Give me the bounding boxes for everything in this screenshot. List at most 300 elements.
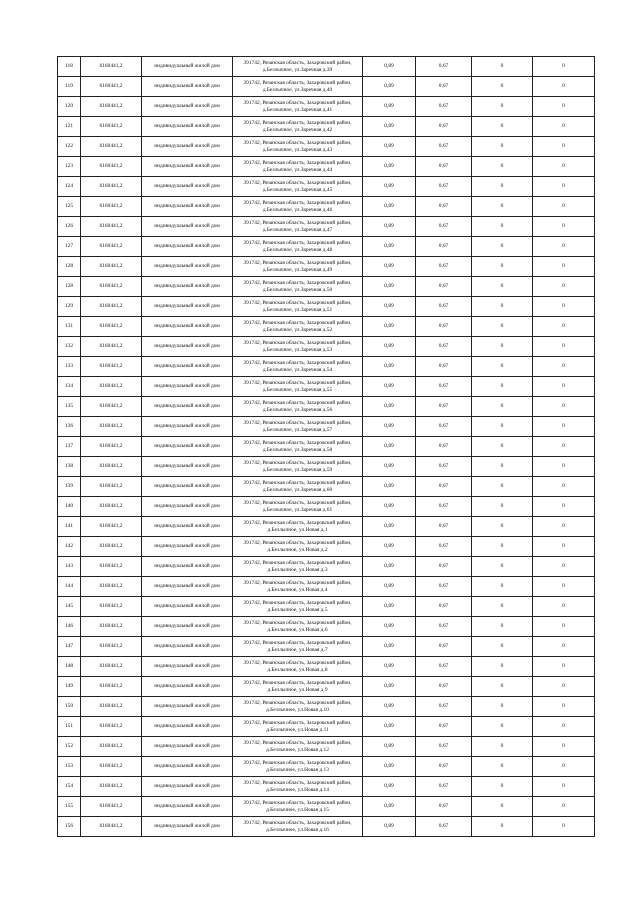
row-number-cell: 136: [58, 417, 81, 437]
value-a-cell: 0,89: [363, 197, 416, 217]
table-row: [58, 437, 595, 457]
value-d-cell: 0: [533, 277, 595, 297]
value-a-cell: 0,89: [363, 337, 416, 357]
code-cell: 6160441,2: [81, 557, 142, 577]
value-a-cell: 0,89: [363, 217, 416, 237]
building-type-cell: индивидуальный жилой дом: [142, 137, 233, 157]
building-type-cell: индивидуальный жилой дом: [142, 617, 233, 637]
address-line-1: 391742, Рязанская область, Захаровский район,: [243, 640, 352, 647]
value-d-cell: 0: [533, 757, 595, 777]
code-cell: 6160441,2: [81, 697, 142, 717]
address-line-1: 391742, Рязанская область, Захаровский район,: [243, 620, 352, 627]
row-number-cell: 133: [58, 357, 81, 377]
building-type-cell: индивидуальный жилой дом: [142, 197, 233, 217]
value-a-cell: 0,89: [363, 57, 416, 77]
value-a-cell: 0,89: [363, 417, 416, 437]
table-body: [58, 57, 595, 837]
row-number-cell: 151: [58, 717, 81, 737]
value-d-cell: 0: [533, 397, 595, 417]
address-line-2: д.Безлычное, ул.Новая д.7: [267, 646, 328, 653]
table-row: [58, 517, 595, 537]
table-row: [58, 77, 595, 97]
value-b-cell: 0,67: [416, 777, 472, 797]
table-row: [58, 737, 595, 757]
code-cell: 6160441,2: [81, 237, 142, 257]
table-row: [58, 697, 595, 717]
code-cell: 6160441,2: [81, 117, 142, 137]
building-type-cell: индивидуальный жилой дом: [142, 697, 233, 717]
address-line-1: 391742, Рязанская область, Захаровский район,: [243, 560, 352, 567]
value-b-cell: 0,67: [416, 77, 472, 97]
value-c-cell: 0: [472, 297, 533, 317]
table-row: [58, 657, 595, 677]
address-line-1: 391742, Рязанская область, Захаровский район,: [243, 460, 352, 467]
address-cell: [233, 117, 363, 137]
value-b-cell: 0,67: [416, 457, 472, 477]
address-line-1: 391742, Рязанская область, Захаровский район,: [243, 540, 352, 547]
row-number-cell: 138: [58, 457, 81, 477]
value-c-cell: 0: [472, 777, 533, 797]
building-type-cell: индивидуальный жилой дом: [142, 117, 233, 137]
building-type-cell: индивидуальный жилой дом: [142, 257, 233, 277]
building-type-cell: индивидуальный жилой дом: [142, 337, 233, 357]
code-cell: 6160441,2: [81, 77, 142, 97]
address-line-1: 391742, Рязанская область, Захаровский район,: [243, 500, 352, 507]
address-line-1: 391742, Рязанская область, Захаровский район,: [243, 220, 352, 227]
value-c-cell: 0: [472, 577, 533, 597]
row-number-cell: 128: [58, 257, 81, 277]
address-line-1: 391742, Рязанская область, Захаровский район,: [243, 320, 352, 327]
value-d-cell: 0: [533, 697, 595, 717]
value-b-cell: 0,67: [416, 677, 472, 697]
value-d-cell: 0: [533, 797, 595, 817]
value-c-cell: 0: [472, 817, 533, 837]
address-cell: [233, 537, 363, 557]
value-b-cell: 0,67: [416, 637, 472, 657]
address-line-2: д.Безлычное, ул.Заречная д.46: [262, 206, 333, 213]
value-a-cell: 0,89: [363, 657, 416, 677]
address-line-2: д.Безлычное, ул.Новая д.12: [266, 746, 329, 753]
building-type-cell: индивидуальный жилой дом: [142, 357, 233, 377]
value-c-cell: 0: [472, 397, 533, 417]
address-line-2: д.Безлычное, ул.Новая д.15: [266, 806, 329, 813]
table-row: [58, 757, 595, 777]
address-line-1: 391742, Рязанская область, Захаровский район,: [243, 120, 352, 127]
code-cell: 6160441,2: [81, 497, 142, 517]
table-row: [58, 217, 595, 237]
address-line-2: д.Безлычное, ул.Заречная д.48: [262, 246, 333, 253]
value-c-cell: 0: [472, 737, 533, 757]
address-cell: [233, 217, 363, 237]
value-d-cell: 0: [533, 817, 595, 837]
row-number-cell: 155: [58, 797, 81, 817]
value-c-cell: 0: [472, 97, 533, 117]
row-number-cell: 118: [58, 57, 81, 77]
table-row: [58, 477, 595, 497]
address-cell: [233, 597, 363, 617]
value-c-cell: 0: [472, 257, 533, 277]
address-line-2: д.Безлычное, ул.Заречная д.43: [262, 146, 333, 153]
value-b-cell: 0,67: [416, 497, 472, 517]
code-cell: 6160441,2: [81, 257, 142, 277]
address-line-2: д.Безлычное, ул.Заречная д.47: [262, 226, 333, 233]
value-c-cell: 0: [472, 217, 533, 237]
value-a-cell: 0,89: [363, 317, 416, 337]
address-line-1: 391742, Рязанская область, Захаровский район,: [243, 520, 352, 527]
housing-table: [57, 56, 595, 837]
table-row: [58, 197, 595, 217]
row-number-cell: 149: [58, 677, 81, 697]
row-number-cell: 125: [58, 197, 81, 217]
table-row: [58, 177, 595, 197]
value-d-cell: 0: [533, 297, 595, 317]
value-a-cell: 0,89: [363, 557, 416, 577]
code-cell: 6160441,2: [81, 737, 142, 757]
value-b-cell: 0,67: [416, 737, 472, 757]
value-d-cell: 0: [533, 517, 595, 537]
value-d-cell: 0: [533, 317, 595, 337]
address-line-2: д.Безлычное, ул.Новая д.10: [266, 706, 329, 713]
value-b-cell: 0,67: [416, 337, 472, 357]
building-type-cell: индивидуальный жилой дом: [142, 457, 233, 477]
value-c-cell: 0: [472, 537, 533, 557]
value-b-cell: 0,67: [416, 157, 472, 177]
value-a-cell: 0,89: [363, 77, 416, 97]
building-type-cell: индивидуальный жилой дом: [142, 817, 233, 837]
value-c-cell: 0: [472, 237, 533, 257]
value-b-cell: 0,67: [416, 757, 472, 777]
address-line-1: 391742, Рязанская область, Захаровский район,: [243, 780, 352, 787]
building-type-cell: индивидуальный жилой дом: [142, 97, 233, 117]
value-c-cell: 0: [472, 557, 533, 577]
value-b-cell: 0,67: [416, 477, 472, 497]
table-row: [58, 97, 595, 117]
value-a-cell: 0,89: [363, 517, 416, 537]
row-number-cell: 121: [58, 117, 81, 137]
address-cell: [233, 797, 363, 817]
table-row: [58, 357, 595, 377]
value-a-cell: 0,89: [363, 777, 416, 797]
table-row: [58, 817, 595, 837]
address-line-1: 391742, Рязанская область, Захаровский район,: [243, 180, 352, 187]
address-cell: [233, 277, 363, 297]
value-d-cell: 0: [533, 597, 595, 617]
building-type-cell: индивидуальный жилой дом: [142, 57, 233, 77]
value-a-cell: 0,89: [363, 577, 416, 597]
building-type-cell: индивидуальный жилой дом: [142, 377, 233, 397]
value-b-cell: 0,67: [416, 717, 472, 737]
table-row: [58, 677, 595, 697]
address-cell: [233, 177, 363, 197]
address-cell: [233, 357, 363, 377]
value-b-cell: 0,67: [416, 277, 472, 297]
address-line-2: д.Безлычное, ул.Заречная д.39: [262, 66, 333, 73]
value-d-cell: 0: [533, 777, 595, 797]
table-row: [58, 157, 595, 177]
row-number-cell: 124: [58, 177, 81, 197]
row-number-cell: 123: [58, 157, 81, 177]
address-line-2: д.Безлычное, ул.Заречная д.61: [262, 506, 333, 513]
row-number-cell: 147: [58, 637, 81, 657]
value-d-cell: 0: [533, 217, 595, 237]
value-a-cell: 0,89: [363, 757, 416, 777]
value-b-cell: 0,67: [416, 817, 472, 837]
value-c-cell: 0: [472, 157, 533, 177]
value-c-cell: 0: [472, 377, 533, 397]
value-c-cell: 0: [472, 317, 533, 337]
value-b-cell: 0,67: [416, 217, 472, 237]
value-b-cell: 0,67: [416, 197, 472, 217]
address-line-2: д.Безлычное, ул.Новая д.16: [266, 826, 329, 833]
value-b-cell: 0,67: [416, 697, 472, 717]
value-c-cell: 0: [472, 517, 533, 537]
address-line-2: д.Безлычное, ул.Новая д.9: [267, 686, 328, 693]
value-a-cell: 0,89: [363, 597, 416, 617]
address-cell: [233, 97, 363, 117]
value-b-cell: 0,67: [416, 617, 472, 637]
address-line-2: д.Безлычное, ул.Заречная д.53: [262, 346, 333, 353]
value-d-cell: 0: [533, 717, 595, 737]
value-b-cell: 0,67: [416, 577, 472, 597]
value-b-cell: 0,67: [416, 317, 472, 337]
value-d-cell: 0: [533, 557, 595, 577]
value-d-cell: 0: [533, 257, 595, 277]
value-a-cell: 0,89: [363, 97, 416, 117]
value-c-cell: 0: [472, 177, 533, 197]
value-d-cell: 0: [533, 497, 595, 517]
code-cell: 6160441,2: [81, 157, 142, 177]
address-cell: [233, 337, 363, 357]
code-cell: 6160441,2: [81, 657, 142, 677]
address-line-2: д.Безлычное, ул.Новая д.5: [267, 606, 328, 613]
value-a-cell: 0,89: [363, 817, 416, 837]
building-type-cell: индивидуальный жилой дом: [142, 497, 233, 517]
table-row: [58, 297, 595, 317]
table-row: [58, 137, 595, 157]
value-a-cell: 0,89: [363, 717, 416, 737]
value-b-cell: 0,67: [416, 517, 472, 537]
address-line-1: 391742, Рязанская область, Захаровский район,: [243, 140, 352, 147]
address-line-1: 391742, Рязанская область, Захаровский район,: [243, 400, 352, 407]
value-d-cell: 0: [533, 337, 595, 357]
building-type-cell: индивидуальный жилой дом: [142, 397, 233, 417]
table-row: [58, 317, 595, 337]
address-cell: [233, 817, 363, 837]
building-type-cell: индивидуальный жилой дом: [142, 417, 233, 437]
value-b-cell: 0,67: [416, 397, 472, 417]
code-cell: 6160441,2: [81, 397, 142, 417]
code-cell: 6160441,2: [81, 137, 142, 157]
value-c-cell: 0: [472, 77, 533, 97]
value-b-cell: 0,67: [416, 357, 472, 377]
value-c-cell: 0: [472, 117, 533, 137]
address-cell: [233, 497, 363, 517]
code-cell: 6160441,2: [81, 797, 142, 817]
row-number-cell: 120: [58, 97, 81, 117]
value-c-cell: 0: [472, 617, 533, 637]
value-c-cell: 0: [472, 657, 533, 677]
address-cell: [233, 257, 363, 277]
address-line-2: д.Безлычное, ул.Заречная д.52: [262, 326, 333, 333]
value-c-cell: 0: [472, 677, 533, 697]
value-c-cell: 0: [472, 477, 533, 497]
address-cell: [233, 617, 363, 637]
value-c-cell: 0: [472, 437, 533, 457]
address-line-1: 391742, Рязанская область, Захаровский район,: [243, 280, 352, 287]
address-line-2: д.Безлычное, ул.Заречная д.50: [262, 286, 333, 293]
table-row: [58, 277, 595, 297]
value-d-cell: 0: [533, 77, 595, 97]
value-d-cell: 0: [533, 377, 595, 397]
address-line-1: 391742, Рязанская область, Захаровский район,: [243, 580, 352, 587]
value-b-cell: 0,67: [416, 797, 472, 817]
value-d-cell: 0: [533, 357, 595, 377]
address-line-1: 391742, Рязанская область, Захаровский район,: [243, 760, 352, 767]
address-line-2: д.Безлычное, ул.Новая д.11: [266, 726, 329, 733]
value-b-cell: 0,67: [416, 117, 472, 137]
address-cell: [233, 697, 363, 717]
building-type-cell: индивидуальный жилой дом: [142, 177, 233, 197]
building-type-cell: индивидуальный жилой дом: [142, 277, 233, 297]
address-line-1: 391742, Рязанская область, Захаровский район,: [243, 80, 352, 87]
row-number-cell: 145: [58, 597, 81, 617]
value-a-cell: 0,89: [363, 437, 416, 457]
building-type-cell: индивидуальный жилой дом: [142, 757, 233, 777]
value-a-cell: 0,89: [363, 157, 416, 177]
address-line-1: 391742, Рязанская область, Захаровский район,: [243, 720, 352, 727]
address-line-1: 391742, Рязанская область, Захаровский район,: [243, 380, 352, 387]
address-cell: [233, 297, 363, 317]
row-number-cell: 141: [58, 517, 81, 537]
address-line-1: 391742, Рязанская область, Захаровский район,: [243, 800, 352, 807]
value-d-cell: 0: [533, 617, 595, 637]
value-b-cell: 0,67: [416, 537, 472, 557]
code-cell: 6160441,2: [81, 537, 142, 557]
code-cell: 6160441,2: [81, 477, 142, 497]
address-line-2: д.Безлычное, ул.Новая д.6: [267, 626, 328, 633]
code-cell: 6160441,2: [81, 217, 142, 237]
address-line-1: 391742, Рязанская область, Захаровский район,: [243, 200, 352, 207]
row-number-cell: 126: [58, 217, 81, 237]
value-c-cell: 0: [472, 697, 533, 717]
address-cell: [233, 417, 363, 437]
row-number-cell: 137: [58, 437, 81, 457]
address-line-2: д.Безлычное, ул.Заречная д.54: [262, 366, 333, 373]
value-d-cell: 0: [533, 657, 595, 677]
value-d-cell: 0: [533, 97, 595, 117]
code-cell: 6160441,2: [81, 97, 142, 117]
value-a-cell: 0,89: [363, 697, 416, 717]
address-line-2: д.Безлычное, ул.Заречная д.60: [262, 486, 333, 493]
address-line-1: 391742, Рязанская область, Захаровский район,: [243, 340, 352, 347]
table-row: [58, 457, 595, 477]
building-type-cell: индивидуальный жилой дом: [142, 517, 233, 537]
address-line-1: 391742, Рязанская область, Захаровский район,: [243, 680, 352, 687]
address-cell: [233, 717, 363, 737]
value-d-cell: 0: [533, 577, 595, 597]
row-number-cell: 146: [58, 617, 81, 637]
building-type-cell: индивидуальный жилой дом: [142, 437, 233, 457]
value-b-cell: 0,67: [416, 97, 472, 117]
address-line-1: 391742, Рязанская область, Захаровский район,: [243, 260, 352, 267]
address-line-1: 391742, Рязанская область, Захаровский район,: [243, 480, 352, 487]
address-line-2: д.Безлычное, ул.Новая д.4: [267, 586, 328, 593]
value-b-cell: 0,67: [416, 557, 472, 577]
code-cell: 6160441,2: [81, 677, 142, 697]
row-number-cell: 122: [58, 137, 81, 157]
value-c-cell: 0: [472, 337, 533, 357]
code-cell: 6160441,2: [81, 317, 142, 337]
table-row: [58, 237, 595, 257]
row-number-cell: 134: [58, 377, 81, 397]
address-line-1: 391742, Рязанская область, Захаровский район,: [243, 700, 352, 707]
address-cell: [233, 677, 363, 697]
row-number-cell: 127: [58, 237, 81, 257]
address-cell: [233, 77, 363, 97]
address-cell: [233, 57, 363, 77]
value-d-cell: 0: [533, 137, 595, 157]
address-cell: [233, 377, 363, 397]
value-c-cell: 0: [472, 797, 533, 817]
value-b-cell: 0,67: [416, 57, 472, 77]
value-c-cell: 0: [472, 417, 533, 437]
address-cell: [233, 437, 363, 457]
row-number-cell: 152: [58, 737, 81, 757]
row-number-cell: 132: [58, 337, 81, 357]
code-cell: 6160441,2: [81, 577, 142, 597]
value-b-cell: 0,67: [416, 237, 472, 257]
value-c-cell: 0: [472, 757, 533, 777]
address-line-1: 391742, Рязанская область, Захаровский район,: [243, 420, 352, 427]
value-d-cell: 0: [533, 457, 595, 477]
value-c-cell: 0: [472, 357, 533, 377]
value-d-cell: 0: [533, 417, 595, 437]
table-row: [58, 117, 595, 137]
value-c-cell: 0: [472, 277, 533, 297]
table-row: [58, 397, 595, 417]
value-c-cell: 0: [472, 717, 533, 737]
value-c-cell: 0: [472, 57, 533, 77]
value-d-cell: 0: [533, 677, 595, 697]
table-row: [58, 717, 595, 737]
code-cell: 6160441,2: [81, 597, 142, 617]
code-cell: 6160441,2: [81, 437, 142, 457]
row-number-cell: 135: [58, 397, 81, 417]
value-a-cell: 0,89: [363, 277, 416, 297]
code-cell: 6160441,2: [81, 277, 142, 297]
address-line-1: 391742, Рязанская область, Захаровский район,: [243, 660, 352, 667]
value-d-cell: 0: [533, 117, 595, 137]
value-c-cell: 0: [472, 137, 533, 157]
address-cell: [233, 397, 363, 417]
address-cell: [233, 157, 363, 177]
value-a-cell: 0,89: [363, 737, 416, 757]
address-cell: [233, 137, 363, 157]
code-cell: 6160441,2: [81, 337, 142, 357]
address-line-2: д.Безлычное, ул.Заречная д.49: [262, 266, 333, 273]
building-type-cell: индивидуальный жилой дом: [142, 217, 233, 237]
value-a-cell: 0,89: [363, 617, 416, 637]
address-line-2: д.Безлычное, ул.Заречная д.42: [262, 126, 333, 133]
row-number-cell: 131: [58, 317, 81, 337]
value-d-cell: 0: [533, 737, 595, 757]
value-d-cell: 0: [533, 177, 595, 197]
row-number-cell: 140: [58, 497, 81, 517]
value-a-cell: 0,89: [363, 797, 416, 817]
row-number-cell: 148: [58, 657, 81, 677]
table-row: [58, 577, 595, 597]
row-number-cell: 129: [58, 297, 81, 317]
